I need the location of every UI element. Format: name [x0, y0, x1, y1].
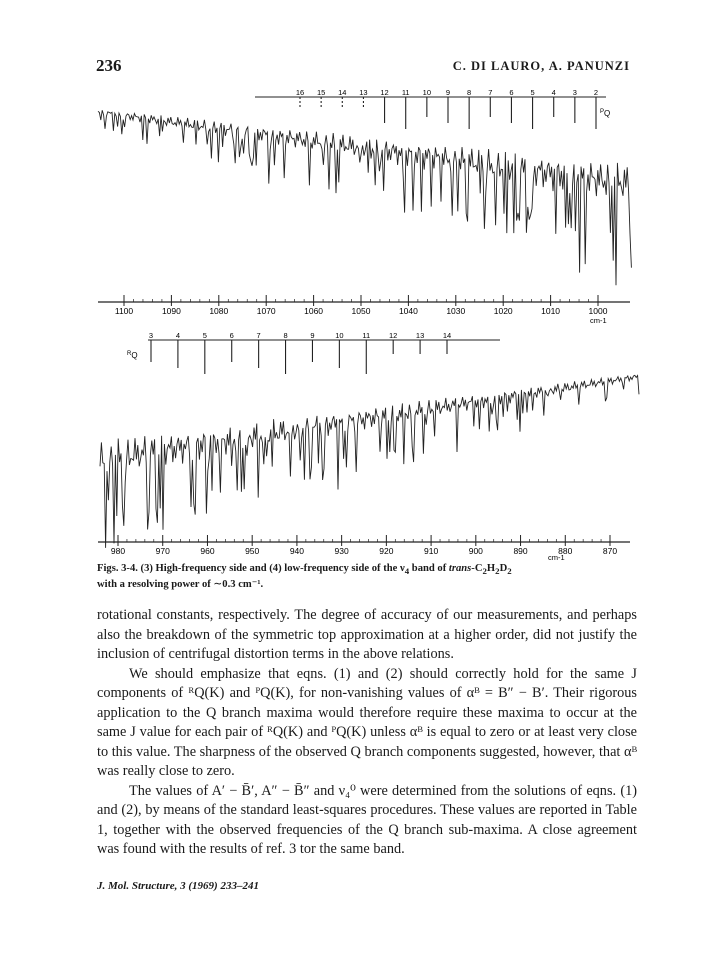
axis-tick-label: 900 [468, 546, 483, 556]
axis-unit-bottom: cm-1 [548, 553, 565, 562]
axis-tick-label: 880 [558, 546, 573, 556]
paragraph: The values of A′ − B̄′, A″ − B̄″ and ν₄⁰ were determined from the solutions of eqns. (1) and (2), by means of the standard least-squares procedures. These values are reported in Table 1, together with the observed frequencies of the Q branch sub-maxima. A close agreement was found with the results of ref. 3 tor the same band. [97, 782, 637, 857]
branch-number: 15 [316, 88, 326, 97]
axis-tick-label: 1060 [304, 306, 324, 316]
axis-tick-label: 1100 [114, 306, 134, 316]
axis-tick-label: 950 [245, 546, 260, 556]
branch-number: 10 [335, 331, 344, 340]
branch-number: 9 [445, 88, 451, 97]
spectrum-bottom [98, 331, 639, 562]
axis-tick-label: 1080 [209, 306, 229, 316]
spectrum-trace-bottom [100, 375, 639, 548]
journal-citation: J. Mol. Structure, 3 (1969) 233–241 [97, 880, 259, 892]
branch-number: 9 [310, 331, 315, 340]
branch-number: 4 [175, 331, 180, 340]
branch-number: 12 [380, 88, 389, 97]
axis-tick-label: 870 [602, 546, 618, 556]
branch-number: 11 [401, 88, 410, 97]
axis-tick-label: 910 [423, 546, 439, 556]
axis-tick-label: 940 [289, 546, 305, 556]
branch-number: 12 [389, 331, 398, 340]
branch-number: 3 [572, 88, 577, 97]
axis-tick-label: 890 [513, 546, 528, 556]
body-text [97, 606, 637, 860]
branch-number: 11 [362, 331, 371, 340]
axis-tick-label: 960 [200, 546, 215, 556]
branch-number: 16 [295, 88, 305, 97]
branch-number: 8 [467, 88, 472, 97]
axis-tick-label: 1030 [446, 306, 466, 316]
branch-number: 6 [229, 331, 234, 340]
axis-tick-label: 1090 [161, 306, 181, 316]
spectrum-top [98, 88, 631, 325]
axis-tick-label: 1010 [541, 306, 561, 316]
branch-number: 7 [256, 331, 261, 340]
branch-number: 14 [442, 331, 452, 340]
branch-number: 7 [488, 88, 493, 97]
axis-tick-label: 1050 [351, 306, 371, 316]
branch-label-rq: $^R$Q [127, 351, 138, 360]
branch-number: 6 [509, 88, 514, 97]
axis-tick-label: 970 [155, 546, 170, 556]
axis-unit-top: cm-1 [590, 316, 607, 325]
branch-number: 10 [422, 88, 432, 97]
axis-tick-label: 1000 [588, 306, 608, 316]
spectrum-trace-top [98, 110, 631, 285]
page-number: 236 [96, 56, 122, 75]
branch-number: 13 [359, 88, 368, 97]
running-header-authors: C. DI LAURO, A. PANUNZI [452, 59, 630, 73]
branch-number: 5 [202, 331, 207, 340]
paragraph: rotational constants, respectively. The degree of accuracy of our measurements, and perhaps also the breakdown of the symmetric top approximation at a higher order, did not justify the inclusion of centrifugal distortion terms in the above relations. [97, 607, 637, 662]
axis-tick-label: 1020 [493, 306, 513, 316]
paragraph: We should emphasize that eqns. (1) and (2) should correctly hold for the same J components of ᴿQ(K) and ᴾQ(K), for non-vanishing values of αᴮ = B″ − B′. Their rigorous application to the Q branch maxima would therefore require these maxima to occur at the same J value for each pair of ᴿQ(K) and ᴾQ(K) unless αᴮ is equal to zero or at least very close to this value. The sharpness of the observed Q branch components suggested, however, that αᴮ was really close to zero. [97, 665, 637, 779]
branch-number: 8 [283, 331, 288, 340]
axis-tick-label: 930 [334, 546, 349, 556]
branch-number: 2 [593, 88, 599, 97]
branch-label-pq: $^P$Q [600, 109, 611, 118]
branch-number: 14 [338, 88, 347, 97]
branch-number: 5 [530, 88, 535, 97]
axis-tick-label: 920 [379, 546, 394, 556]
axis-tick-label: 980 [110, 546, 126, 556]
axis-tick-label: 1040 [398, 306, 418, 316]
axis-tick-label: 1070 [256, 306, 276, 316]
branch-number: 3 [148, 331, 154, 340]
branch-number: 4 [551, 88, 556, 97]
branch-number: 13 [415, 331, 425, 340]
figure-caption: Figs. 3-4. (3) High-frequency side and (4) low-frequency side of the $\nu_4$ band of trans-$C_2H_2D_2$ with a resolving power of ∼0.3 cm⁻¹. [97, 563, 512, 591]
